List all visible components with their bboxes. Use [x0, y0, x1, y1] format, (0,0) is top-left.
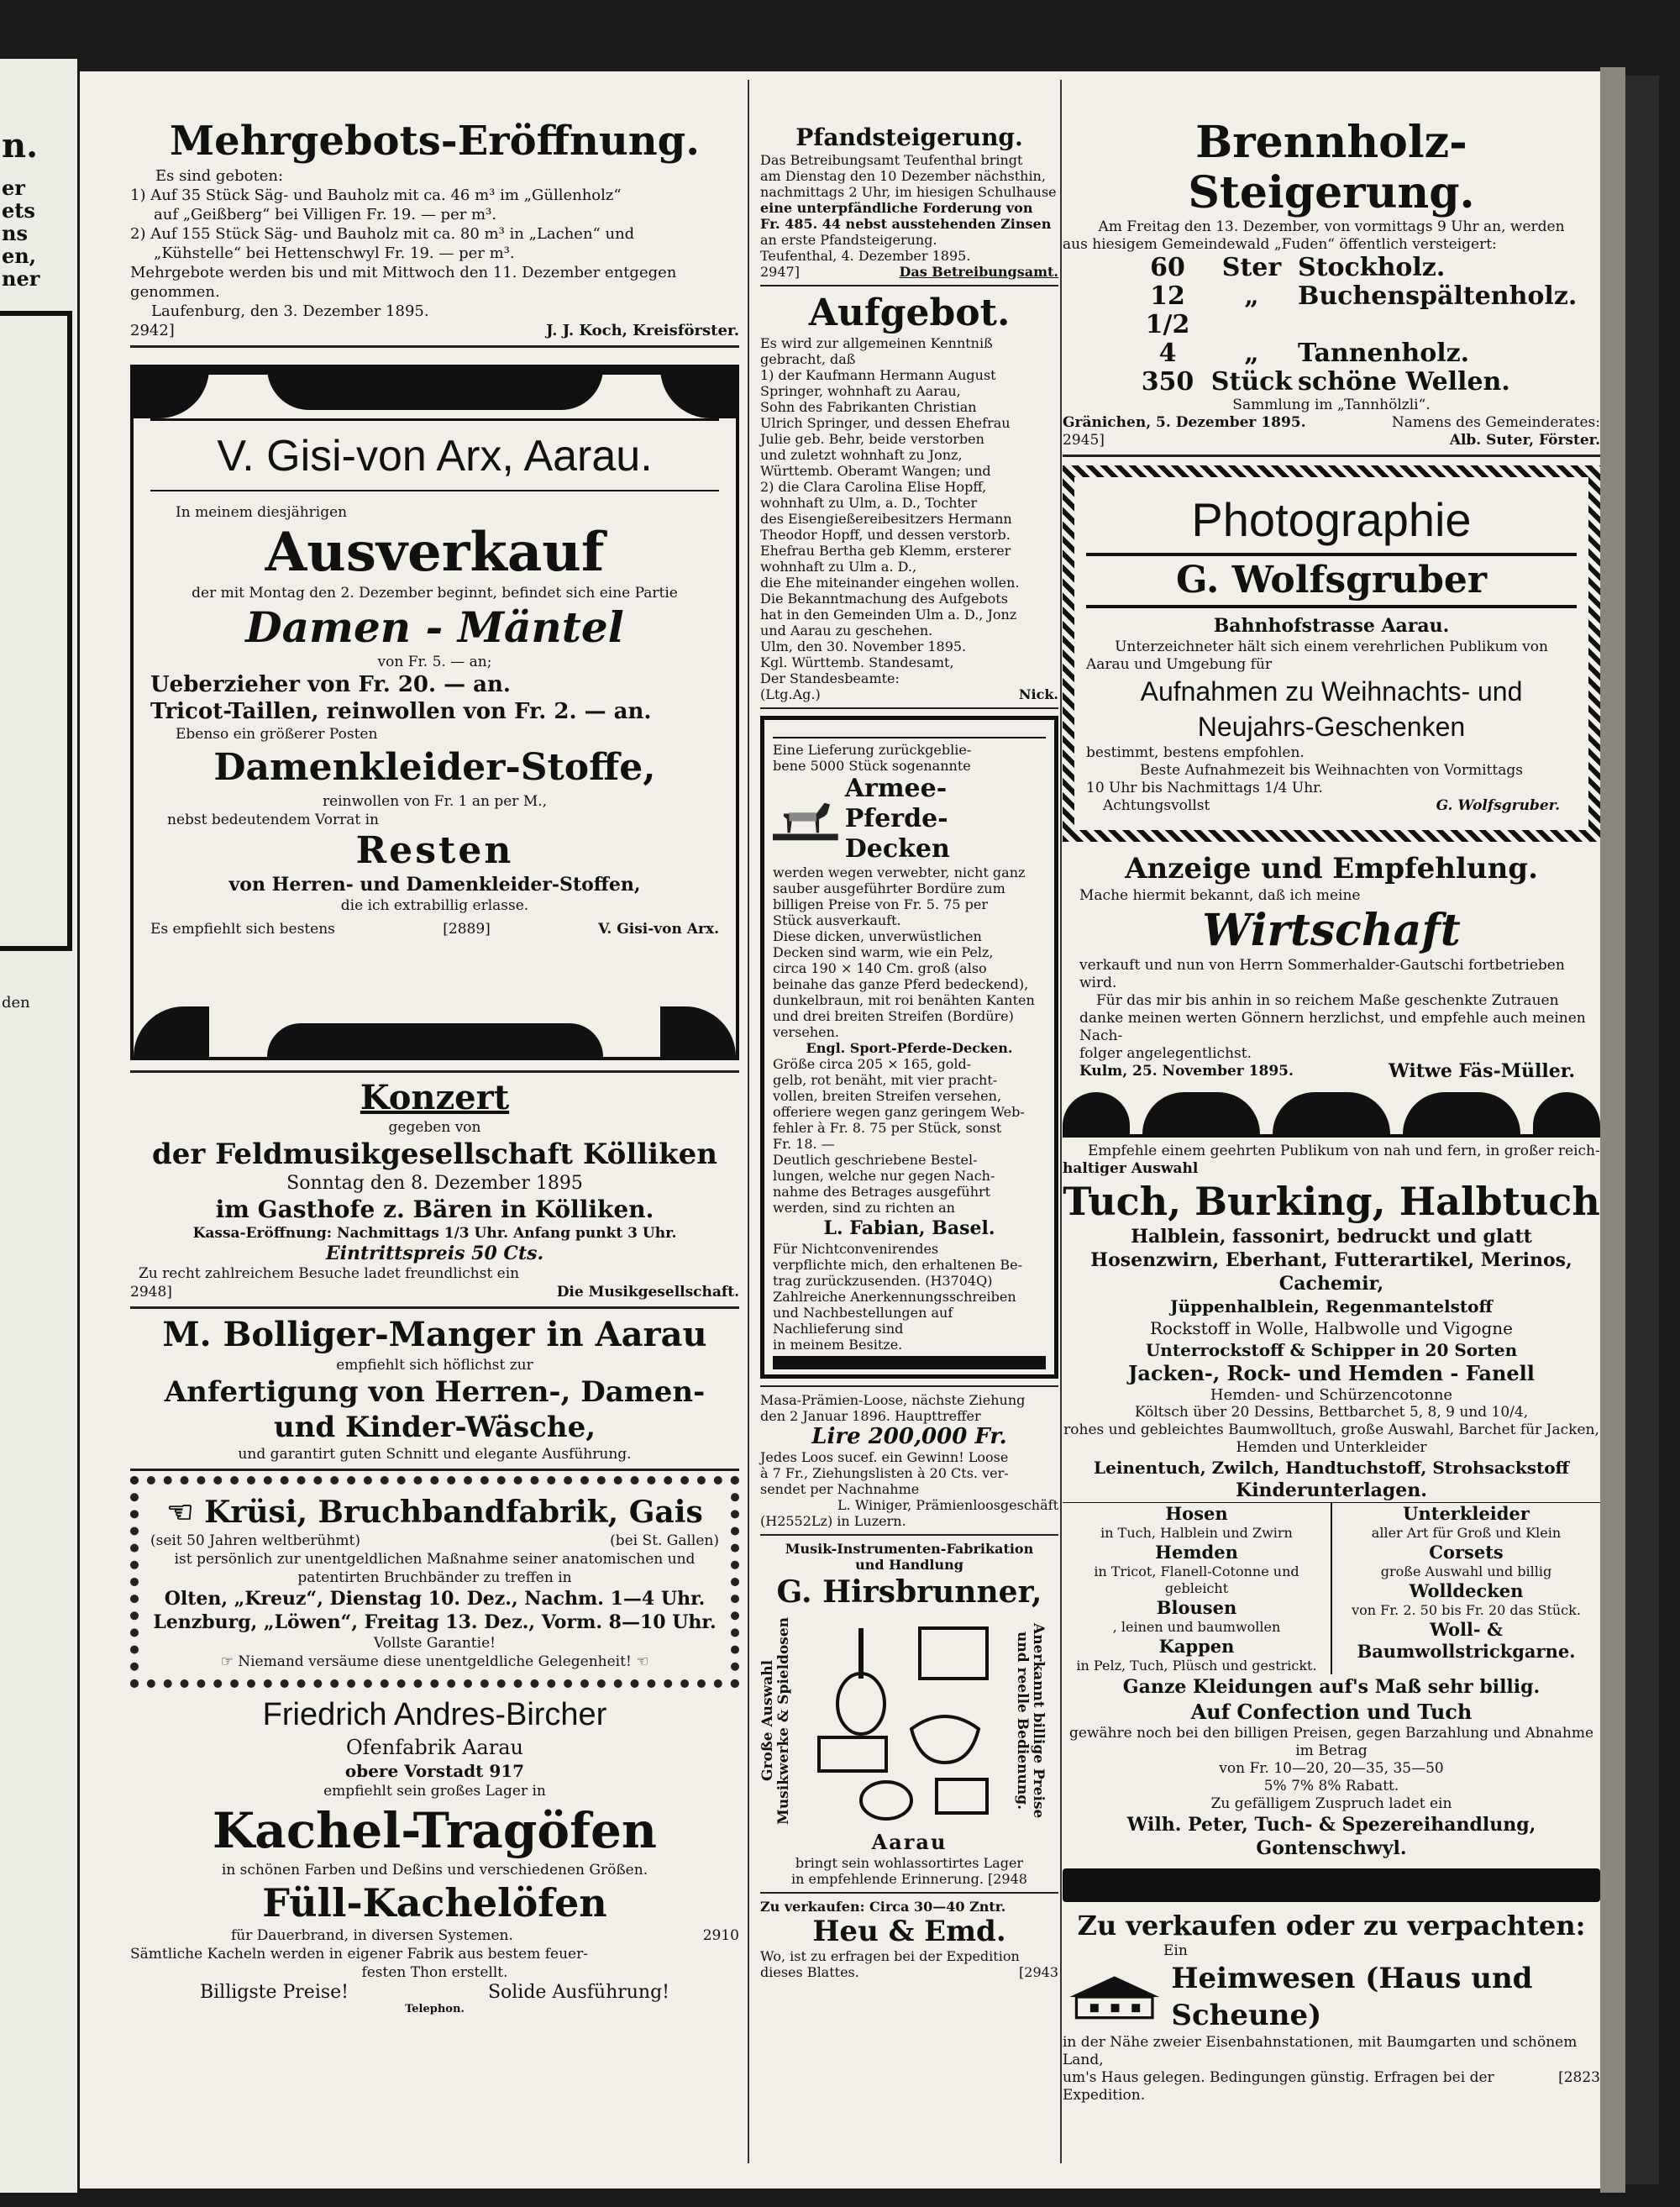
ad-text: Der Standesbeamte: — [760, 670, 900, 686]
ad-headline: Heu & Emd. — [812, 1915, 1006, 1948]
product-detail: in Tricot, Flanell-Cotonne und gebleicht — [1094, 1563, 1299, 1596]
fragment-text: ets — [2, 198, 35, 223]
ad-text: empfiehlt sein großes Lager in — [323, 1783, 546, 1800]
ad-code: [2823 — [1558, 2069, 1600, 2086]
ad-text: von Herren- und Damenkleider-Stoffen, — [228, 874, 641, 896]
ad-text: der mit Montag den 2. Dezember beginnt, befindet sich eine Partie — [192, 585, 678, 602]
product-list-right — [1332, 1503, 1600, 1674]
ad-text: Jüppenhalblein, Regenmantelstoff — [1170, 1296, 1493, 1316]
ad-text: Tricot-Taillen, reinwollen von Fr. 2. — an. — [150, 699, 652, 724]
ad-text: nebst bedeutendem Vorrat in — [167, 812, 379, 828]
mehrgebote-ad — [130, 71, 739, 348]
ad-code: 2945] — [1063, 432, 1105, 449]
ad-text: 2) Auf 155 Stück Säg- und Bauholz mit ca. 80 m³ in „Lachen“ und — [130, 225, 635, 243]
column-rule — [748, 80, 749, 2163]
ad-text: Ulrich Springer, und dessen Ehefrau — [760, 415, 1011, 431]
ad-text: des Eisengießereibesitzers Hermann — [760, 511, 1012, 527]
ad-signer: G. Wolfsgruber. — [1436, 797, 1560, 814]
ad-signer: Wilh. Peter, Tuch- & Spezereihandlung, — [1126, 1814, 1536, 1836]
ad-text: und Nachbestellungen auf Nachlieferung sind — [773, 1305, 953, 1337]
ad-title: Anzeige und Empfehlung. — [1125, 852, 1538, 885]
ad-text: Billigste Preise! — [199, 1982, 349, 2003]
page-edge — [1600, 67, 1625, 2193]
wood-what: Buchenspältenholz. — [1298, 281, 1578, 311]
ad-text: Theodor Hopff, und dessen verstorb. — [760, 527, 1011, 543]
gisi-ad — [130, 365, 739, 1060]
ad-text: Masa-Prämien-Loose, nächste Ziehung — [760, 1392, 1026, 1408]
ad-title: G. Hirsbrunner, — [776, 1574, 1042, 1610]
ad-text: Sonntag den 8. Dezember 1895 — [286, 1173, 583, 1194]
ad-text: Jedes Loos sucef. ein Gewinn! Loose — [760, 1449, 1009, 1465]
ad-title: Brennholz-Steigerung. — [1188, 117, 1475, 218]
ad-text: Zu verkaufen: Circa 30—40 Zntr. — [760, 1899, 1006, 1915]
ad-text: gelb, rot benäht, mit vier pracht- — [773, 1072, 998, 1088]
ad-text: reinwollen von Fr. 1 an per M., — [322, 793, 548, 810]
ad-text: fehler à Fr. 8. 75 per Stück, sonst — [773, 1120, 1002, 1136]
ad-text: folger angelegentlichst. — [1079, 1045, 1252, 1062]
masa-ad — [760, 1385, 1058, 1536]
ad-text: Kgl. Württemb. Standesamt, — [760, 654, 954, 670]
ad-headline: Armee-Pferde-Decken — [844, 774, 950, 864]
wood-list-item — [1130, 254, 1600, 282]
ad-text: Ulm, den 30. November 1895. — [760, 638, 967, 654]
product-heading: Corsets — [1429, 1542, 1504, 1563]
ad-text: 5% 7% 8% Rabatt. — [1263, 1778, 1399, 1795]
ornament-band — [1063, 1092, 1600, 1134]
wood-qty: 350 — [1141, 367, 1194, 397]
ad-title: M. Bolliger-Manger in Aarau — [162, 1315, 707, 1354]
ad-text: bene 5000 Stück sogenannte — [773, 758, 971, 774]
kruesi-ad — [130, 1476, 739, 1688]
ad-text: Zu gefälligem Zuspruch ladet ein — [1210, 1795, 1452, 1812]
ad-title: Konzert — [360, 1078, 510, 1117]
book-spine — [1625, 76, 1659, 2184]
ad-text: Bahnhofstrasse Aarau. — [1213, 615, 1450, 637]
ad-signer: Nick. — [1018, 686, 1058, 702]
ad-signer: L. Fabian, Basel. — [823, 1217, 995, 1239]
ad-text-block — [773, 1056, 1046, 1216]
ad-text: 1) der Kaufmann Hermann August — [760, 367, 996, 383]
ad-text: wohnhaft zu Ulm, a. D., Tochter — [760, 495, 978, 511]
fragment-border — [0, 311, 72, 951]
ad-side-text: Anerkannt billige Preise und reelle Bedienung. — [1014, 1622, 1047, 1819]
ad-text: Zahlreiche Anerkennungsschreiben — [773, 1289, 1016, 1305]
ad-text: patentirten Bruchbänder zu treffen in — [297, 1569, 572, 1586]
wood-qty: 12 1/2 — [1145, 281, 1190, 339]
ad-text: Ueberzieher von Fr. 20. — an. — [150, 672, 511, 697]
ad-text: vollen, breiten Streifen versehen, — [773, 1088, 1002, 1104]
ad-text: Anfertigung von Herren-, Damen- — [164, 1375, 706, 1409]
ad-title: Friedrich Andres-Bircher — [262, 1697, 607, 1732]
ad-text: wird. — [1079, 975, 1117, 991]
horse-blanket-icon — [773, 781, 838, 857]
ad-text: 10 Uhr bis Nachmittags 1/4 Uhr. — [1086, 780, 1323, 796]
ad-text: und garantirt guten Schnitt und elegante Ausführung. — [238, 1446, 632, 1463]
ad-text: bestimmt, bestens empfohlen. — [1086, 744, 1305, 761]
brennholz-ad — [1063, 71, 1600, 457]
ad-text: Jacken-, Rock- und Hemden - Fanell — [1128, 1361, 1535, 1385]
ad-text: werden wegen verwebter, nicht ganz — [773, 864, 1026, 880]
product-detail: aller Art für Groß und Klein — [1371, 1525, 1562, 1541]
ad-headline: Kachel-Tragöfen — [212, 1802, 658, 1859]
ad-text: eine unterpfändliche Forderung von — [760, 200, 1033, 216]
ad-subheading: Engl. Sport-Pferde-Decken. — [806, 1040, 1013, 1056]
musical-instruments-icon — [802, 1611, 1004, 1830]
ad-text: den 2 Januar 1896. Haupttreffer — [760, 1408, 981, 1424]
ad-text: Mache hiermit bekannt, daß ich meine — [1079, 887, 1361, 904]
hirsbrunner-ad — [760, 1541, 1058, 1894]
ad-side-text: Große Auswahl Musikwerke & Spieldosen — [759, 1616, 792, 1825]
ad-text: Wo, ist zu erfragen bei der Expedition — [760, 1948, 1020, 1964]
ad-text: Solide Ausführung! — [487, 1982, 670, 2003]
ad-text: (H2552Lz) in Luzern. — [760, 1513, 906, 1529]
ad-text: in empfehlende Erinnerung. [2948 — [791, 1871, 1027, 1887]
ad-text: am Dienstag den 10 Dezember nächsthin, — [760, 168, 1046, 184]
ad-headline: Aufnahmen zu Weihnachts- und — [1140, 676, 1523, 707]
ad-headline: Resten — [355, 829, 514, 872]
ad-text: à 7 Fr., Ziehungslisten à 20 Cts. ver- — [760, 1465, 1009, 1481]
left-page-fragment — [0, 59, 77, 2193]
ad-text-block — [773, 1241, 1046, 1353]
ad-code: 2948] — [130, 1284, 172, 1301]
ad-text: Gontenschwyl. — [1256, 1837, 1407, 1859]
ad-text: und zuletzt wohnhaft zu Jonz, — [760, 447, 963, 463]
ad-text: Am Freitag den 13. Dezember, von vormittags 9 Uhr an, werden — [1098, 218, 1565, 235]
ad-text: Eintrittspreis 50 Cts. — [325, 1243, 544, 1264]
ad-headline: Wirtschaft — [1202, 905, 1461, 956]
wood-unit: „ — [1244, 339, 1259, 368]
wood-qty: 4 — [1158, 339, 1177, 368]
ad-text: Namens des Gemeinderates: — [1391, 414, 1600, 431]
ad-title: Mehrgebots-Eröffnung. — [170, 118, 700, 165]
product-heading: Woll- & Baumwollstrickgarne. — [1357, 1619, 1576, 1662]
bolliger-ad — [130, 1314, 739, 1471]
ad-text: Vollste Garantie! — [374, 1635, 496, 1652]
ad-code: 2910 — [702, 1927, 739, 1944]
column-3 — [1063, 71, 1600, 2105]
ad-code: [2943 — [1019, 1964, 1058, 1980]
ad-title: Tuch, Burking, Halbtuch — [1063, 1179, 1600, 1224]
ad-text: Halblein, fassonirt, bedruckt und glatt — [1131, 1226, 1532, 1248]
ad-text: Das Betreibungsamt Teufenthal bringt — [760, 152, 1023, 168]
verkauf-ad — [1063, 1902, 1600, 2105]
ad-text: Fr. 18. — — [773, 1136, 835, 1152]
ad-text: Lenzburg, „Löwen“, Freitag 13. Dez., Vorm. 8—10 Uhr. — [153, 1611, 717, 1633]
pointing-hand-icon: ☜ — [166, 1495, 194, 1530]
ad-text: Für Nichtconvenirendes — [773, 1241, 939, 1257]
ad-text: Sammlung im „Tannhölzli“. — [1232, 397, 1431, 413]
ad-text: und drei breiten Streifen (Bordüre) — [773, 1008, 1014, 1024]
ad-text: Unterrockstoff & Schipper in 20 Sorten — [1145, 1340, 1518, 1360]
ad-text: in meinem Besitze. — [773, 1337, 903, 1353]
product-heading: Hemden — [1155, 1542, 1238, 1563]
ad-text: Auf Confection und Tuch — [1190, 1700, 1473, 1724]
ad-signer: Alb. Suter, Förster. — [1449, 432, 1600, 449]
ad-headline: Neujahrs-Geschenken — [1197, 712, 1466, 742]
ad-text: trag zurückzusenden. (H3704Q) — [773, 1273, 993, 1289]
newspaper-page — [80, 71, 1600, 2189]
ad-text: Leinentuch, Zwilch, Handtuchstoff, Strohsackstoff — [1094, 1458, 1569, 1478]
ad-text: bringt sein wohlassortirtes Lager — [795, 1855, 1024, 1871]
heu-ad — [760, 1899, 1058, 1980]
ad-text: Telephon. — [405, 2003, 465, 2015]
ad-headline: Lire 200,000 Fr. — [811, 1424, 1007, 1449]
ad-text: Kinderunterlagen. — [1236, 1479, 1427, 1501]
ornament-band — [1063, 1868, 1600, 1902]
ad-text: in der Nähe zweier Eisenbahnstationen, mit Baumgarten und schönem Land, — [1063, 2034, 1578, 2068]
pfand-ad — [760, 71, 1058, 286]
ad-text: 2) die Clara Carolina Elise Hopff, — [760, 479, 987, 495]
ad-text: „Kühstelle“ bei Hettenschwyl Fr. 19. — per m³. — [154, 244, 515, 262]
fragment-text: er — [2, 176, 25, 200]
ad-text: aus hiesigem Gemeindewald „Fuden“ öffentlich versteigert: — [1063, 236, 1497, 253]
product-heading: Blousen — [1156, 1597, 1237, 1618]
fragment-text: den — [2, 994, 30, 1012]
fragment-text: en, — [2, 244, 37, 268]
ad-text: Sämtliche Kacheln werden in eigener Fabrik aus bestem feuer- — [130, 1946, 588, 1963]
ad-text: im Gasthofe z. Bären in Kölliken. — [215, 1195, 654, 1223]
ad-signer: V. Gisi-von Arx. — [598, 921, 719, 938]
fragment-text: n. — [2, 126, 39, 166]
ad-text: verkauft und nun von Herrn Sommerhalder-Gautschi fortbetrieben — [1079, 957, 1565, 974]
ad-text: um's Haus gelegen. Bedingungen günstig. Erfragen bei der Expedition. — [1063, 2069, 1494, 2104]
wood-what: Tannenholz. — [1298, 339, 1470, 368]
ad-text: 1) Auf 35 Stück Säg- und Bauholz mit ca. 46 m³ im „Güllenholz“ — [130, 187, 622, 204]
ad-text: Beste Aufnahmezeit bis Weihnachten von Vormittags — [1139, 762, 1523, 779]
wood-unit: Ster — [1221, 253, 1282, 282]
ad-text: werden, sind zu richten an — [773, 1200, 955, 1216]
ad-text: Laufenburg, den 3. Dezember 1895. — [151, 302, 429, 320]
ad-text: Aarau und Umgebung für — [1086, 656, 1273, 673]
ad-signer: J. J. Koch, Kreisförster. — [546, 322, 739, 339]
ad-text: von Fr. 5. — an; — [377, 654, 492, 670]
ad-text: Ganze Kleidungen auf's Maß sehr billig. — [1122, 1676, 1541, 1698]
ad-text: hat in den Gemeinden Ulm a. D., Jonz — [760, 607, 1017, 623]
ad-text: Württemb. Oberamt Wangen; und — [760, 463, 991, 479]
ad-text: gegeben von — [388, 1119, 481, 1136]
ad-text: versehen. — [773, 1024, 839, 1040]
ad-text: dieses Blattes. — [760, 1964, 859, 1980]
ad-title: Zu verkaufen oder zu verpachten: — [1077, 1910, 1586, 1942]
ad-title: V. Gisi-von Arx, Aarau. — [217, 432, 653, 481]
ad-text: obere Vorstadt 917 — [344, 1761, 525, 1781]
ad-headline: Ausverkauf — [265, 521, 605, 584]
aufgebot-ad — [760, 292, 1058, 709]
ad-text: Größe circa 205 × 165, gold- — [773, 1056, 972, 1072]
ad-title: Aufgebot. — [808, 292, 1011, 334]
ad-text: verpflichte mich, den erhaltenen Be- — [773, 1257, 1023, 1273]
ad-text: Gränichen, 5. Dezember 1895. — [1063, 414, 1306, 431]
fragment-text: ner — [2, 266, 40, 291]
ad-title: Pfandsteigerung. — [795, 123, 1023, 151]
ad-text: Ehefrau Bertha geb Klemm, ersterer — [760, 543, 1011, 559]
ad-text: Mehrgebote werden bis und mit Mittwoch den 11. Dezember entgegen genommen. — [130, 264, 677, 301]
farmhouse-icon — [1063, 1968, 1166, 2026]
photo-ad — [1063, 465, 1600, 842]
ornament-bottom — [134, 1006, 736, 1057]
ad-text: Költsch über 20 Dessins, Bettbarchet 5, 8, 9 und 10/4, — [1134, 1404, 1529, 1421]
ad-text: Unterzeichneter hält sich einem verehrlichen Publikum von — [1115, 638, 1548, 655]
konzert-ad — [130, 1070, 739, 1309]
ad-text: Es empfiehlt sich bestens — [150, 921, 335, 938]
ad-text-block — [760, 335, 1058, 686]
ad-text: Empfehle einem geehrten Publikum von nah und fern, in großer reich- — [1088, 1143, 1600, 1159]
product-heading: Hosen — [1165, 1503, 1228, 1524]
ad-text: empfiehlt sich höflichst zur — [336, 1357, 533, 1374]
column-1 — [130, 71, 739, 2015]
ad-text: Eine Lieferung zurückgeblie- — [773, 742, 972, 758]
ad-text: circa 190 × 140 Cm. groß (also — [773, 960, 987, 976]
ornament-top — [134, 368, 736, 418]
ad-text: Hosenzwirn, Eberhant, Futterartikel, Merinos, Cachemir, — [1090, 1249, 1572, 1295]
wood-qty: 60 — [1150, 253, 1185, 282]
ad-text: Es wird zur allgemeinen Kenntniß — [760, 335, 993, 351]
ad-text: gebracht, daß — [760, 351, 856, 367]
ad-text: und Handlung — [855, 1557, 963, 1573]
ad-text: haltiger Auswahl — [1063, 1160, 1199, 1177]
ad-text: Ein — [1163, 1942, 1188, 1959]
andres-ad — [130, 1695, 739, 2015]
ad-text: gewähre noch bei den billigen Preisen, gegen Barzahlung und Abnahme im Betrag — [1068, 1725, 1594, 1759]
ad-text: Teufenthal, 4. Dezember 1895. — [760, 248, 971, 264]
column-rule — [1060, 80, 1062, 2163]
ad-text: auf „Geißberg“ bei Villigen Fr. 19. — per m³. — [154, 206, 497, 223]
ad-text: nachmittags 2 Uhr, im hiesigen Schulhause — [760, 184, 1057, 200]
ad-text: nahme des Betrages ausgeführt — [773, 1184, 991, 1200]
product-heading: Wolldecken — [1409, 1580, 1524, 1601]
peter-ad — [1063, 1138, 1600, 1860]
wood-list-item — [1130, 368, 1600, 397]
ad-text: sendet per Nachnahme — [760, 1481, 920, 1497]
ad-code: [2889] — [443, 921, 491, 938]
ad-text: die ich extrabillig erlasse. — [340, 897, 529, 914]
ad-text: Julie geb. Behr, beide verstorben — [760, 431, 984, 447]
ad-signer: Die Musikgesellschaft. — [556, 1284, 739, 1301]
ad-text: in schönen Farben und Deßins und verschiedenen Größen. — [221, 1862, 648, 1879]
ad-signer: Witwe Fäs-Müller. — [1389, 1060, 1575, 1082]
product-list-left — [1063, 1503, 1332, 1674]
ad-code: (Ltg.Ag.) — [760, 686, 821, 702]
ad-text: und Aarau zu geschehen. — [760, 623, 933, 638]
product-detail: in Tuch, Halblein und Zwirn — [1100, 1525, 1293, 1541]
ad-text: beinahe das ganze Pferd bedeckend), — [773, 976, 1029, 992]
ad-text: Springer, wohnhaft zu Aarau, — [760, 383, 961, 399]
ad-text: die Ehe miteinander eingehen wollen. — [760, 575, 1020, 591]
ad-text: (seit 50 Jahren weltberühmt) — [150, 1532, 360, 1549]
ad-text: lungen, welche nur gegen Nach- — [773, 1168, 995, 1184]
ad-text: rohes und gebleichtes Baumwolltuch, große Auswahl, Barchet für Jacken, — [1063, 1421, 1599, 1438]
ad-text: Ebenso ein größerer Posten — [176, 726, 378, 743]
ad-headline: Füll-Kachelöfen — [262, 1880, 607, 1926]
column-2 — [760, 71, 1058, 1980]
ad-text: an erste Pfandsteigerung. — [760, 232, 937, 248]
wood-list-item — [1130, 339, 1600, 368]
ad-headline: Damen - Mäntel — [245, 602, 624, 652]
ad-text: Zu recht zahlreichem Besuche ladet freundlichst ein — [139, 1265, 520, 1282]
anzeige-ad — [1063, 850, 1600, 1080]
product-detail: große Auswahl und billig — [1380, 1563, 1552, 1579]
ad-text: Achtungsvollst — [1103, 797, 1210, 814]
ad-text: Es sind geboten: — [155, 167, 284, 185]
ad-text: Diese dicken, unverwüstlichen — [773, 928, 982, 944]
ad-text: Stück ausverkauft. — [773, 912, 901, 928]
ad-title: Krüsi, Bruchbandfabrik, Gais — [204, 1495, 703, 1530]
ad-text: billigen Preise von Fr. 5. 75 per — [773, 896, 988, 912]
ad-text: Fr. 485. 44 nebst ausstehenden Zinsen — [760, 216, 1052, 232]
ad-text: Ofenfabrik Aarau — [346, 1736, 523, 1759]
ad-text-block — [773, 864, 1046, 1040]
ad-headline: Heimwesen (Haus und Scheune) — [1171, 1962, 1533, 2032]
ad-text: Rockstoff in Wolle, Halbwolle und Vigogne — [1149, 1318, 1514, 1338]
ad-text: sauber ausgeführter Bordüre zum — [773, 880, 1005, 896]
ad-code: 2942] — [130, 322, 175, 339]
wood-what: schöne Wellen. — [1298, 367, 1510, 397]
ad-text: wohnhaft zu Ulm a. D., — [760, 559, 917, 575]
ad-text: (bei St. Gallen) — [610, 1532, 719, 1549]
ad-code: 2947] — [760, 264, 800, 280]
ad-text: der Feldmusikgesellschaft Kölliken — [152, 1138, 717, 1171]
ad-text: dunkelbraun, mit roi benähten Kanten — [773, 992, 1035, 1008]
ad-text: Kulm, 25. November 1895. — [1079, 1063, 1294, 1080]
pointing-hand-icon: ☞ — [220, 1653, 234, 1670]
ad-text: Decken sind warm, wie ein Pelz, — [773, 944, 994, 960]
ad-text: In meinem diesjährigen — [176, 504, 348, 521]
wood-unit: „ — [1244, 281, 1259, 311]
ad-text: danke meinen werten Gönnern herzlichst, und empfehle auch meinen Nach- — [1079, 1010, 1586, 1044]
ad-headline: Damenkleider-Stoffe, — [213, 746, 656, 789]
ad-text: Deutlich geschriebene Bestel- — [773, 1152, 978, 1168]
wood-unit: Stück — [1210, 367, 1293, 397]
ad-text: Hemden- und Schürzencotonne — [1210, 1386, 1453, 1404]
ad-text: Musik-Instrumenten-Fabrikation — [785, 1541, 1034, 1557]
fragment-text: ns — [2, 221, 28, 245]
product-detail: von Fr. 2. 50 bis Fr. 20 das Stück. — [1352, 1602, 1581, 1618]
ad-text: festen Thon erstellt. — [361, 1964, 508, 1981]
pferde-ad — [760, 716, 1058, 1379]
product-detail: in Pelz, Tuch, Plüsch und gestrickt. — [1076, 1658, 1317, 1674]
wood-list — [1063, 254, 1600, 397]
ad-title: Photographie — [1191, 493, 1472, 546]
product-heading: Unterkleider — [1403, 1503, 1530, 1524]
ad-text: Sohn des Fabrikanten Christian — [760, 399, 977, 415]
product-detail: , leinen und baumwollen — [1112, 1619, 1281, 1635]
ad-text: offeriere wegen ganz geringem Web- — [773, 1104, 1025, 1120]
ad-text: Olten, „Kreuz“, Dienstag 10. Dez., Nachm. 1—4 Uhr. — [164, 1588, 706, 1610]
wood-what: Stockholz. — [1298, 253, 1446, 282]
ad-headline: G. Wolfsgruber — [1086, 553, 1577, 608]
product-heading: Kappen — [1158, 1636, 1235, 1657]
ad-text: Hemden und Unterkleider — [1236, 1439, 1427, 1456]
ad-text: Die Bekanntmachung des Aufgebots — [760, 591, 1008, 607]
wood-list-item — [1130, 282, 1600, 339]
ad-text: L. Winiger, Prämienloosgeschäft — [837, 1497, 1058, 1513]
ad-text: und Kinder-Wäsche, — [273, 1411, 596, 1444]
ad-text: Für das mir bis anhin in so reichem Maße geschenkte Zutrauen — [1096, 992, 1559, 1009]
ad-text: von Fr. 10—20, 20—35, 35—50 — [1219, 1760, 1444, 1777]
ad-signer: Das Betreibungsamt. — [899, 264, 1058, 280]
ad-text: für Dauerbrand, in diversen Systemen. — [231, 1927, 513, 1944]
ad-text: ist persönlich zur unentgeldlichen Maßnahme seiner anatomischen und — [174, 1551, 696, 1568]
ad-text: Aarau — [871, 1830, 948, 1854]
ad-text: Kassa-Eröffnung: Nachmittags 1/3 Uhr. Anfang punkt 3 Uhr. — [192, 1225, 677, 1242]
ad-text: Niemand versäume diese unentgeldliche Gelegenheit! — [238, 1653, 632, 1670]
pointing-hand-icon: ☜ — [636, 1653, 649, 1670]
